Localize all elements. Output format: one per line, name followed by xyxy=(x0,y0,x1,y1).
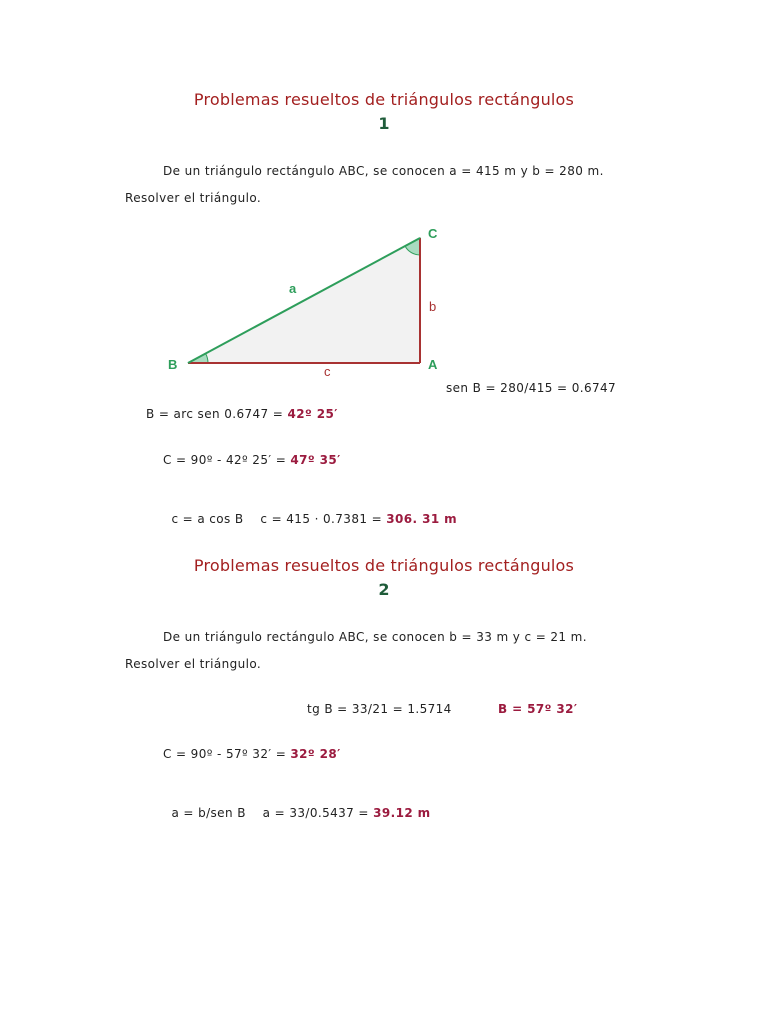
problem-1-number: 1 xyxy=(378,114,390,133)
problem-1-step-sen-b: sen B = 280/415 = 0.6747 xyxy=(446,381,617,395)
vertex-a-label: A xyxy=(428,357,438,372)
problem-1-statement-line1: De un triángulo rectángulo ABC, se conocen a = 415 m y b = 280 m. xyxy=(163,164,604,178)
side-b-label: b xyxy=(429,299,437,314)
step-expression: C = 90º - 42º 25′ = xyxy=(163,453,291,467)
problem-2-step-tg-b: tg B = 33/21 = 1.5714 xyxy=(307,702,452,716)
step-expression: c = a cos B c = 415 · 0.7381 = xyxy=(171,512,387,526)
step-expression: a = b/sen B a = 33/0.5437 = xyxy=(171,806,374,820)
problem-2-statement-line2: Resolver el triángulo. xyxy=(125,657,262,671)
side-a-label: a xyxy=(289,281,297,296)
vertex-b-label: B xyxy=(168,357,178,372)
problem-2-step-tg-b-result: B = 57º 32′ xyxy=(498,702,578,716)
problem-1-title: Problemas resueltos de triángulos rectángulos xyxy=(193,90,575,109)
problem-2-number: 2 xyxy=(378,580,390,599)
problem-2-statement-line1: De un triángulo rectángulo ABC, se conocen b = 33 m y c = 21 m. xyxy=(163,630,587,644)
problem-1-step-side-c xyxy=(163,498,457,526)
problem-1-statement-line2: Resolver el triángulo. xyxy=(125,191,262,205)
side-c-label: c xyxy=(324,364,331,379)
step-expression: C = 90º - 57º 32′ = xyxy=(163,747,291,761)
step-result: 47º 35′ xyxy=(290,453,341,467)
step-result: 42º 25′ xyxy=(287,407,338,421)
problem-2-step-side-a xyxy=(163,792,431,820)
step-result: 39.12 m xyxy=(373,806,431,820)
step-result: 32º 28′ xyxy=(290,747,341,761)
problem-1-step-angle-b xyxy=(146,407,338,421)
vertex-c-label: C xyxy=(428,226,438,241)
step-expression: B = arc sen 0.6747 = xyxy=(146,407,288,421)
step-result: 306. 31 m xyxy=(386,512,458,526)
problem-1-step-angle-c xyxy=(163,453,341,467)
right-triangle-figure xyxy=(160,222,450,387)
problem-2-step-angle-c xyxy=(163,747,341,761)
problem-2-title: Problemas resueltos de triángulos rectángulos xyxy=(193,556,575,575)
